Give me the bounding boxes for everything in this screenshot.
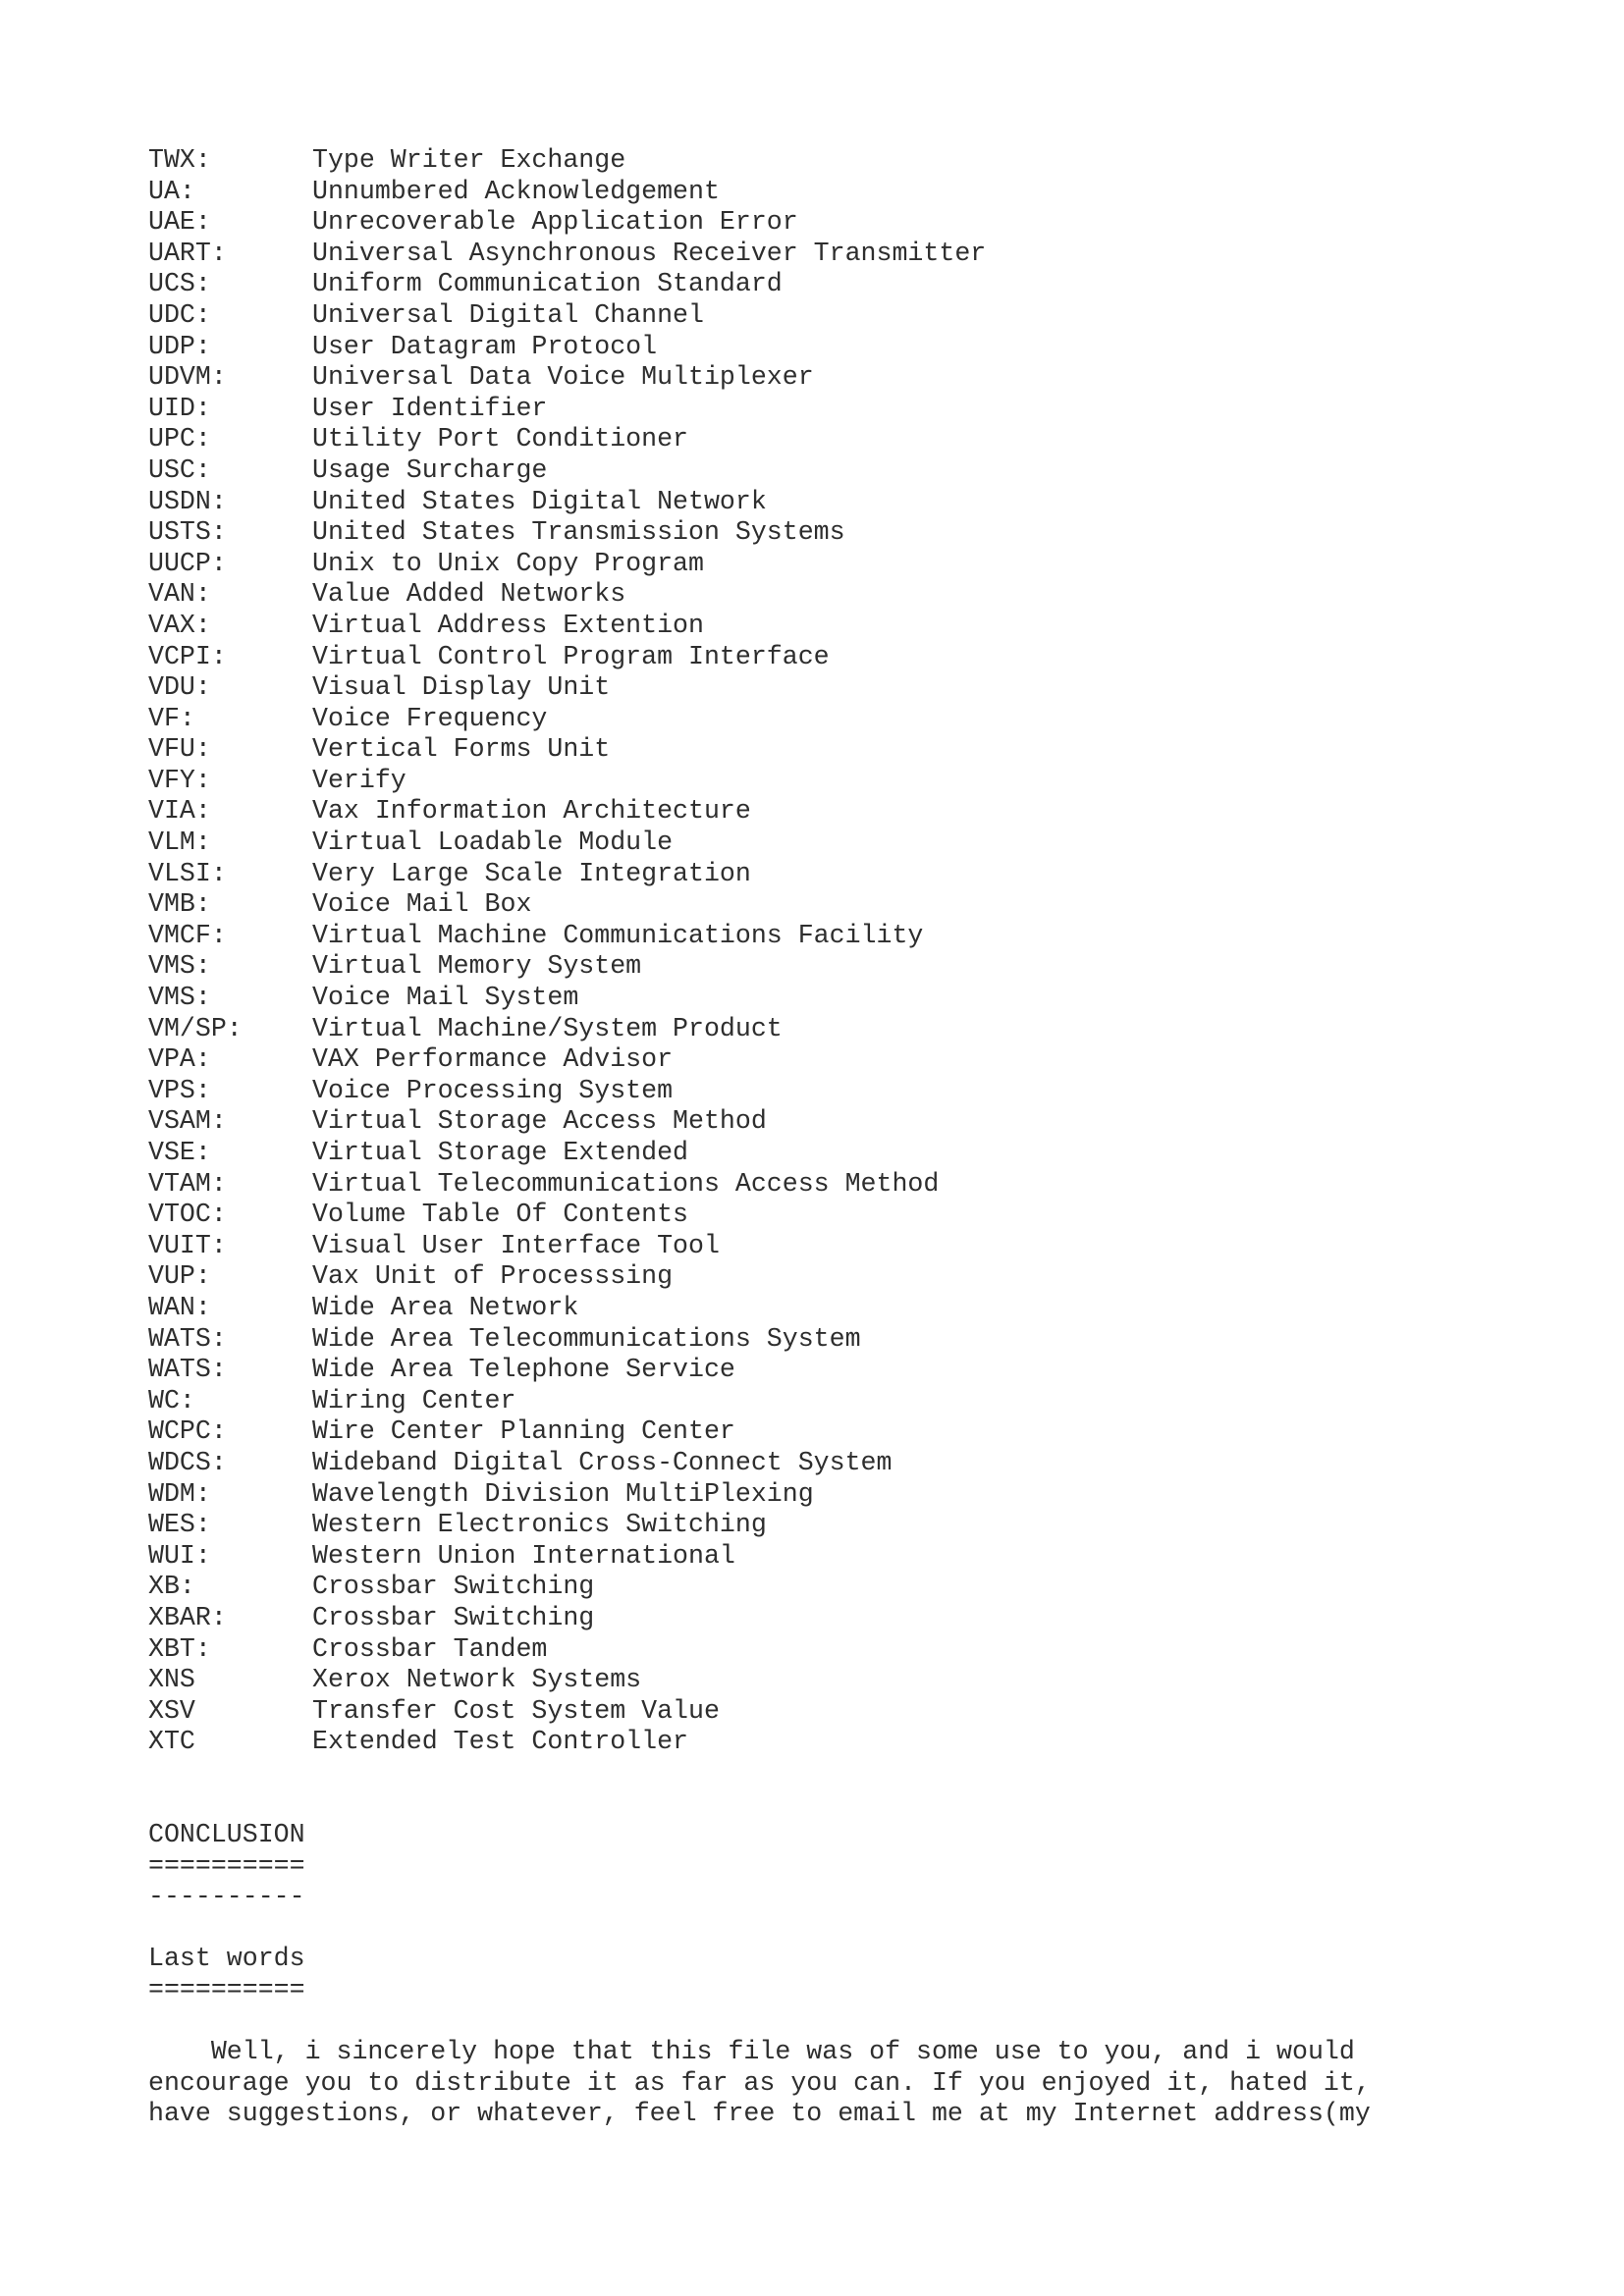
glossary-row — [148, 1696, 1523, 1728]
glossary-meaning: Virtual Storage Access Method — [312, 1106, 767, 1137]
glossary-row — [148, 1355, 1523, 1386]
glossary-abbreviation: XNS — [148, 1665, 195, 1695]
glossary-abbreviation: XSV — [148, 1695, 195, 1726]
glossary-abbreviation: VSAM: — [148, 1106, 227, 1137]
glossary-abbreviation: WC: — [148, 1385, 195, 1415]
glossary-row — [148, 517, 1523, 549]
glossary-abbreviation: VUP: — [148, 1261, 211, 1292]
glossary-meaning: Utility Port Conditioner — [312, 424, 689, 454]
glossary-abbreviation: UA: — [148, 176, 195, 206]
glossary-row — [148, 455, 1523, 487]
glossary-meaning: Voice Frequency — [312, 703, 548, 733]
glossary-meaning: Crossbar Switching — [312, 1602, 595, 1632]
glossary-abbreviation: UDC: — [148, 299, 211, 330]
glossary-meaning: Wide Area Network — [312, 1292, 579, 1322]
glossary-meaning: Western Union International — [312, 1540, 735, 1571]
spacer — [148, 1913, 1523, 1945]
glossary-row — [148, 1076, 1523, 1107]
glossary-row — [148, 1603, 1523, 1634]
glossary-row — [148, 207, 1523, 239]
glossary-row — [148, 704, 1523, 735]
glossary-row — [148, 672, 1523, 704]
glossary-abbreviation: XB: — [148, 1572, 195, 1602]
glossary-meaning: Virtual Memory System — [312, 951, 642, 982]
glossary-meaning: United States Transmission Systems — [312, 517, 845, 548]
glossary-row — [148, 579, 1523, 611]
glossary-row — [148, 1386, 1523, 1417]
glossary-abbreviation: UAE: — [148, 207, 211, 238]
glossary-row — [148, 424, 1523, 455]
glossary-abbreviation: WATS: — [148, 1355, 227, 1385]
glossary-abbreviation: VAX: — [148, 610, 211, 640]
glossary-meaning: Universal Asynchronous Receiver Transmitter — [312, 238, 987, 268]
glossary-row — [148, 1324, 1523, 1356]
glossary-abbreviation: VFU: — [148, 734, 211, 765]
glossary-abbreviation: VPS: — [148, 1075, 211, 1105]
glossary-meaning: Universal Data Voice Multiplexer — [312, 362, 814, 393]
glossary-list — [148, 145, 1523, 1758]
glossary-row — [148, 1106, 1523, 1138]
glossary-abbreviation: VM/SP: — [148, 1013, 243, 1043]
glossary-meaning: Wire Center Planning Center — [312, 1416, 735, 1447]
glossary-abbreviation: XBT: — [148, 1633, 211, 1664]
glossary-meaning: Virtual Address Extention — [312, 610, 704, 640]
glossary-meaning: Crossbar Tandem — [312, 1633, 548, 1664]
glossary-abbreviation: VDU: — [148, 672, 211, 703]
glossary-meaning: Voice Processing System — [312, 1075, 674, 1105]
glossary-abbreviation: VLM: — [148, 828, 211, 858]
glossary-row — [148, 487, 1523, 518]
glossary-row — [148, 1727, 1523, 1758]
glossary-meaning: Visual Display Unit — [312, 672, 611, 703]
glossary-abbreviation: VCPI: — [148, 641, 227, 671]
last-words-heading: Last words — [148, 1944, 305, 1974]
glossary-row — [148, 1293, 1523, 1324]
glossary-abbreviation: XBAR: — [148, 1602, 227, 1632]
glossary-row — [148, 332, 1523, 363]
glossary-meaning: Vax Unit of Processsing — [312, 1261, 674, 1292]
glossary-row — [148, 1510, 1523, 1541]
glossary-abbreviation: WCPC: — [148, 1416, 227, 1447]
glossary-meaning: User Datagram Protocol — [312, 331, 658, 361]
glossary-row — [148, 828, 1523, 859]
glossary-meaning: Wideband Digital Cross-Connect System — [312, 1447, 893, 1477]
glossary-row — [148, 1200, 1523, 1231]
spacer — [148, 2006, 1523, 2038]
glossary-abbreviation: USTS: — [148, 517, 227, 548]
glossary-row — [148, 362, 1523, 394]
glossary-row — [148, 269, 1523, 300]
glossary-meaning: Western Electronics Switching — [312, 1510, 767, 1540]
glossary-row — [148, 796, 1523, 828]
glossary-meaning: United States Digital Network — [312, 486, 767, 516]
conclusion-rule-single: ---------- — [148, 1882, 305, 1912]
glossary-meaning: Wide Area Telecommunications System — [312, 1323, 861, 1354]
glossary-meaning: Virtual Machine/System Product — [312, 1013, 783, 1043]
glossary-abbreviation: UDVM: — [148, 362, 227, 393]
spacer — [148, 1758, 1523, 1789]
glossary-abbreviation: VPA: — [148, 1044, 211, 1075]
glossary-row — [148, 1572, 1523, 1603]
last-words-paragraph — [148, 2037, 1523, 2130]
glossary-row — [148, 951, 1523, 983]
glossary-abbreviation: VMCF: — [148, 920, 227, 950]
glossary-row — [148, 300, 1523, 332]
glossary-row — [148, 983, 1523, 1014]
glossary-abbreviation: UCS: — [148, 269, 211, 299]
glossary-abbreviation: VF: — [148, 703, 195, 733]
glossary-meaning: Voice Mail System — [312, 983, 579, 1013]
glossary-row — [148, 239, 1523, 270]
glossary-row — [148, 1541, 1523, 1573]
glossary-row — [148, 549, 1523, 580]
glossary-meaning: Vertical Forms Unit — [312, 734, 611, 765]
glossary-meaning: Very Large Scale Integration — [312, 858, 751, 888]
conclusion-rule-double: ========== — [148, 1850, 305, 1881]
glossary-row — [148, 642, 1523, 673]
glossary-abbreviation: VMS: — [148, 951, 211, 982]
glossary-row — [148, 1665, 1523, 1696]
glossary-meaning: Xerox Network Systems — [312, 1665, 642, 1695]
glossary-abbreviation: VIA: — [148, 796, 211, 827]
glossary-meaning: Virtual Control Program Interface — [312, 641, 830, 671]
glossary-abbreviation: UPC: — [148, 424, 211, 454]
glossary-row — [148, 1479, 1523, 1511]
glossary-row — [148, 611, 1523, 642]
glossary-meaning: Unix to Unix Copy Program — [312, 548, 704, 578]
spacer — [148, 1789, 1523, 1820]
glossary-abbreviation: XTC — [148, 1727, 195, 1757]
glossary-row — [148, 145, 1523, 177]
glossary-meaning: Usage Surcharge — [312, 454, 548, 485]
glossary-row — [148, 1014, 1523, 1045]
glossary-meaning: Virtual Telecommunications Access Method — [312, 1168, 940, 1199]
glossary-abbreviation: VMS: — [148, 983, 211, 1013]
glossary-abbreviation: VAN: — [148, 579, 211, 610]
glossary-row — [148, 1448, 1523, 1479]
glossary-abbreviation: VSE: — [148, 1138, 211, 1167]
glossary-abbreviation: WDCS: — [148, 1447, 227, 1477]
paragraph-line: have suggestions, or whatever, feel free to email me at my Internet address(my — [148, 2099, 1371, 2129]
glossary-row — [148, 1138, 1523, 1169]
glossary-meaning: Vax Information Architecture — [312, 796, 751, 827]
glossary-abbreviation: WATS: — [148, 1323, 227, 1354]
glossary-row — [148, 889, 1523, 921]
glossary-meaning: VAX Performance Advisor — [312, 1044, 674, 1075]
glossary-abbreviation: UART: — [148, 238, 227, 268]
glossary-row — [148, 1169, 1523, 1201]
paragraph-line: Well, i sincerely hope that this file was of some use to you, and i would — [148, 2037, 1355, 2067]
glossary-row — [148, 177, 1523, 208]
glossary-meaning: Unrecoverable Application Error — [312, 207, 798, 238]
last-words-rule-double: ========== — [148, 1975, 305, 2005]
glossary-row — [148, 1261, 1523, 1293]
glossary-row — [148, 734, 1523, 766]
glossary-meaning: Uniform Communication Standard — [312, 269, 783, 299]
glossary-meaning: Value Added Networks — [312, 579, 626, 610]
glossary-row — [148, 1044, 1523, 1076]
glossary-meaning: Crossbar Switching — [312, 1572, 595, 1602]
glossary-abbreviation: WUI: — [148, 1540, 211, 1571]
glossary-abbreviation: WAN: — [148, 1292, 211, 1322]
glossary-abbreviation: WES: — [148, 1510, 211, 1540]
glossary-row — [148, 1634, 1523, 1666]
glossary-abbreviation: VFY: — [148, 765, 211, 795]
glossary-row — [148, 921, 1523, 952]
glossary-meaning: Type Writer Exchange — [312, 145, 626, 175]
glossary-meaning: Extended Test Controller — [312, 1727, 689, 1757]
glossary-abbreviation: UUCP: — [148, 548, 227, 578]
glossary-meaning: Universal Digital Channel — [312, 299, 704, 330]
glossary-meaning: Wiring Center — [312, 1385, 516, 1415]
glossary-abbreviation: TWX: — [148, 145, 211, 175]
glossary-abbreviation: UDP: — [148, 331, 211, 361]
glossary-abbreviation: UID: — [148, 393, 211, 423]
glossary-row — [148, 859, 1523, 890]
glossary-meaning: User Identifier — [312, 393, 548, 423]
glossary-row — [148, 1416, 1523, 1448]
glossary-meaning: Verify — [312, 765, 406, 795]
glossary-row — [148, 394, 1523, 425]
conclusion-heading: CONCLUSION — [148, 1820, 305, 1850]
glossary-meaning: Visual User Interface Tool — [312, 1230, 720, 1260]
glossary-meaning: Wide Area Telephone Service — [312, 1355, 735, 1385]
glossary-abbreviation: VLSI: — [148, 858, 227, 888]
glossary-meaning: Virtual Machine Communications Facility — [312, 920, 924, 950]
glossary-row — [148, 1231, 1523, 1262]
paragraph-line: encourage you to distribute it as far as you can. If you enjoyed it, hated it, — [148, 2067, 1371, 2098]
document-page — [148, 145, 1523, 2130]
glossary-row — [148, 766, 1523, 797]
glossary-abbreviation: VUIT: — [148, 1230, 227, 1260]
glossary-meaning: Unnumbered Acknowledgement — [312, 176, 720, 206]
glossary-abbreviation: VTAM: — [148, 1168, 227, 1199]
glossary-meaning: Transfer Cost System Value — [312, 1695, 720, 1726]
glossary-abbreviation: WDM: — [148, 1478, 211, 1509]
glossary-abbreviation: VTOC: — [148, 1200, 227, 1230]
glossary-abbreviation: USDN: — [148, 486, 227, 516]
glossary-abbreviation: VMB: — [148, 889, 211, 920]
glossary-meaning: Virtual Storage Extended — [312, 1138, 689, 1167]
glossary-meaning: Voice Mail Box — [312, 889, 532, 920]
glossary-abbreviation: USC: — [148, 454, 211, 485]
glossary-meaning: Volume Table Of Contents — [312, 1200, 689, 1230]
glossary-meaning: Virtual Loadable Module — [312, 828, 674, 858]
glossary-meaning: Wavelength Division MultiPlexing — [312, 1478, 814, 1509]
